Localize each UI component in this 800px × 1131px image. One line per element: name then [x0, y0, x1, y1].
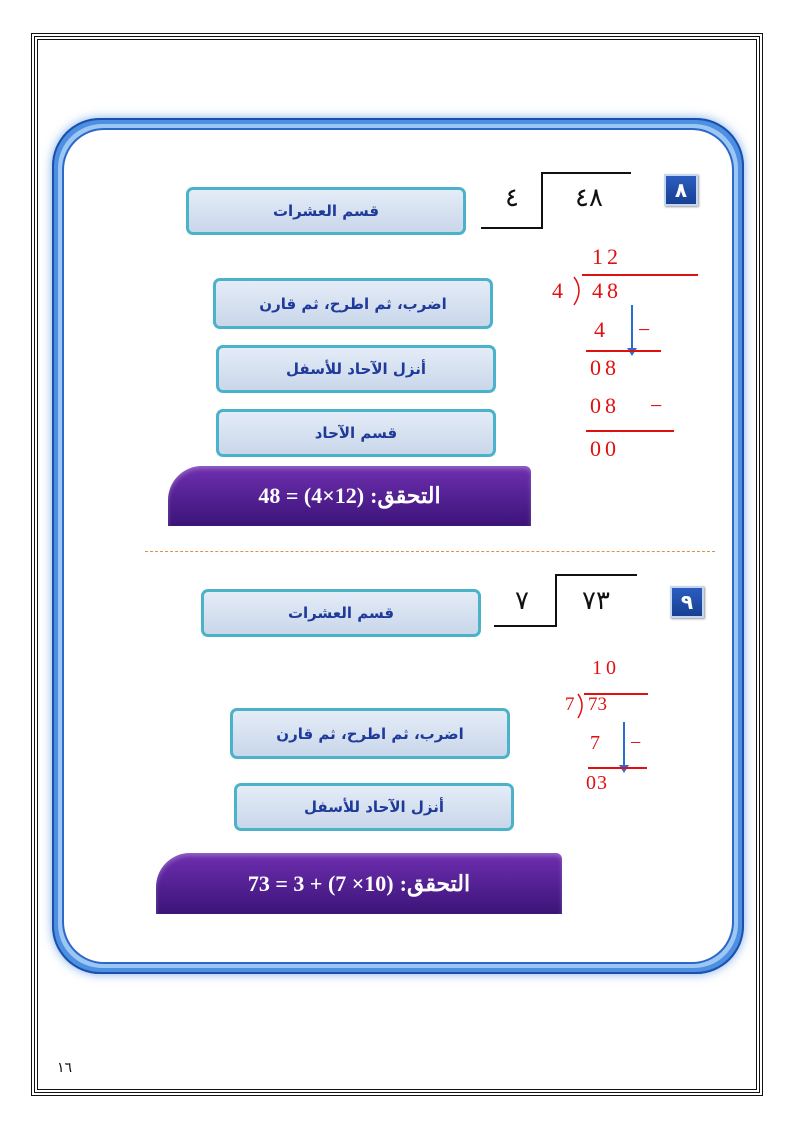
- problem-8-bring-down-arrow: [631, 305, 633, 351]
- problem-9-work-divisor: 7: [565, 694, 575, 715]
- problem-9-badge: ٩: [670, 586, 704, 618]
- problem-8-badge: ٨: [664, 174, 698, 206]
- problem-8-division-bracket-top: [541, 172, 631, 174]
- problem-8-work-minus2: −: [650, 393, 667, 418]
- problem-9-work-bracket: [576, 693, 588, 719]
- problem-8-step-divide-ones: قسم الآحاد: [216, 409, 496, 457]
- problem-9-work-sub1: 7: [590, 732, 604, 754]
- problem-8-work-dividend: 48: [592, 278, 622, 303]
- problem-9-dividend: ٧٣: [582, 586, 610, 616]
- problem-8-work-bracket: [572, 276, 586, 306]
- problem-8-division-bracket-bottom: [481, 227, 543, 229]
- problem-8-dividend: ٤٨: [575, 183, 603, 213]
- problem-9-work-line-1: [588, 767, 647, 769]
- problem-8-step-bring-down: أنزل الآحاد للأسفل: [216, 345, 496, 393]
- problem-8-division-bracket-vertical: [541, 172, 543, 228]
- problem-9-division-bracket-top: [555, 574, 637, 576]
- problem-8-work-rem2: 00: [590, 436, 620, 461]
- problem-8-work-line-2: [586, 430, 674, 432]
- problem-8-check-bar: [168, 466, 531, 526]
- problem-9-division-bracket-bottom: [494, 625, 557, 627]
- problem-8-work-quotient: 12: [592, 244, 622, 269]
- problem-8-work-rem1: 08: [590, 355, 620, 380]
- problem-8-work-line-1: [586, 350, 661, 352]
- problem-8-work-sub2: 08: [590, 393, 620, 418]
- problem-9-step-bring-down: أنزل الآحاد للأسفل: [234, 783, 514, 831]
- problem-9-step-divide-tens: قسم العشرات: [201, 589, 481, 637]
- problem-9-bring-down-arrow: [623, 722, 625, 768]
- problem-8-work-divisor: 4: [552, 278, 567, 303]
- problem-8-step-divide-tens: قسم العشرات: [186, 187, 466, 235]
- problem-8-check-label: التحقق:: [370, 483, 441, 508]
- page-number: ١٦: [57, 1060, 73, 1076]
- problem-separator: [145, 551, 715, 552]
- problem-9-work-minus1: −: [630, 732, 646, 754]
- problem-8-work-sub1: 4: [594, 317, 609, 342]
- problem-9-work-dividend: 73: [588, 694, 607, 715]
- problem-8-step-multiply-subtract: اضرب، ثم اطرح، ثم قارن: [213, 278, 493, 329]
- problem-9-work-rem1: 03: [586, 772, 608, 794]
- problem-9-division-bracket-vertical: [555, 574, 557, 626]
- problem-9-step-multiply-subtract: اضرب، ثم اطرح، ثم قارن: [230, 708, 510, 759]
- problem-9-work-quotient: 10: [592, 657, 620, 679]
- problem-8-divisor: ٤: [505, 183, 519, 213]
- problem-9-check-bar: [156, 853, 562, 914]
- problem-9-check-expression: 73 = 3 + (7 ×10): [247, 870, 394, 896]
- problem-8-arrow-head-icon: [626, 347, 638, 357]
- problem-9-arrow-head-icon: [618, 764, 630, 774]
- problem-9-check-label: التحقق:: [399, 870, 471, 896]
- problem-9-divisor: ٧: [515, 586, 529, 616]
- problem-8-work-minus1: −: [638, 317, 655, 342]
- problem-8-check-expression: 48 = (4×12): [258, 483, 365, 508]
- content-frame: [64, 130, 732, 962]
- problem-8-work-top-line: [582, 274, 698, 276]
